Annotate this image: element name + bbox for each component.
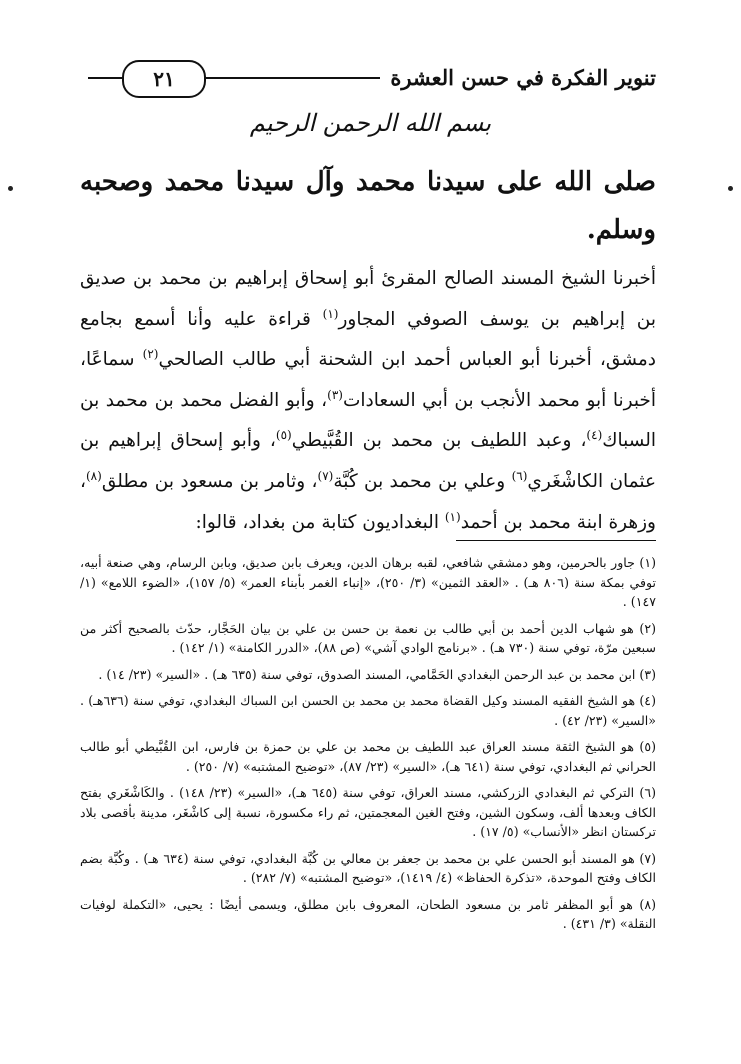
footnote-marker[interactable]: (٤) (586, 428, 603, 443)
footnotes-section (80, 553, 656, 941)
body-text-segment: ، وأبو الفضل محمد بن محمد بن السباك (80, 389, 656, 452)
footnote: (٤) هو الشيخ الفقيه المسند وكيل القضاة محمد بن محمد بن الحسن ابن السباك البغدادي، توفي سنة (٦٣٦هـ) . «السير» (٢٣/ ٤٢) . (80, 693, 656, 728)
page-number: ٢١ (122, 60, 206, 98)
basmala-ornament (0, 95, 741, 150)
footnote-marker[interactable]: (٢) (142, 347, 159, 362)
footnote-marker[interactable]: (٥) (275, 428, 292, 443)
body-text-segment: وعلي بن محمد بن كُبَّة (333, 471, 506, 493)
body-text-segment: ، وزهرة ابنة محمد بن أحمد (80, 471, 656, 533)
body-text-segment: ، وعبد اللطيف بن محمد بن القُبَّيطي (291, 430, 587, 452)
body-text-segment: قراءة عليه وأنا أسمع بجامع دمشق، أخبرنا أبو العباس أحمد ابن الشحنة أبي طالب الصالحي (80, 308, 656, 371)
body-text-segment: ، وثامر بن مسعود بن مطلق (101, 471, 318, 493)
opening-salutation: صلى الله على سيدنا محمد وآل سيدنا محمد وصحبه وسلم. (80, 167, 656, 245)
body-text-segment: البغداديون كتابة من بغداد، قالوا: (195, 511, 439, 533)
main-paragraph (80, 262, 656, 540)
footnote: (٧) هو المسند أبو الحسن علي بن محمد بن جعفر بن معالي بن كُبَّة البغدادي، توفي سنة (٦٣٤ هـ) . وكُبَّة بضم الكاف وفتح الموحدة، «تذكرة الحفاظ» (٤/ ١٤١٩)، «توضيح المشتبه» (٧/ ٢٨٢) . (80, 850, 656, 885)
footnote-separator (456, 540, 656, 541)
footnote-marker[interactable]: (٨) (85, 469, 102, 484)
footnote-marker[interactable]: (٣) (327, 387, 343, 402)
footnote-marker[interactable]: (٦) (511, 469, 528, 484)
footnote: (٢) هو شهاب الدين أحمد بن أبي طالب بن نعمة بن حسن بن علي بن بيان الحَجَّار، حدّث بالصحيح أكثر من سبعين مرّة، توفي سنة (٧٣٠ هـ) . «برنامج الوادي آشي» (ص ٨٨)، «الدرر الكامنة» (١/ ١٤٢) . (80, 620, 656, 655)
footnote: (٨) هو أبو المظفر ثامر بن مسعود الطحان، المعروف بابن مطلق، ويسمى أيضًا : يحيى، «التكملة لوفيات النقلة» (٣/ ٤٣١) . (80, 896, 656, 931)
body-text-segment: سماعًا، أخبرنا أبو محمد الأنجب بن أبي السعادات (80, 349, 656, 411)
margin-dot (8, 186, 13, 191)
footnote-marker[interactable]: (١) (322, 306, 339, 321)
body-text-segment: أخبرنا الشيخ المسند الصالح المقرئ أبو إسحاق إبراهيم بن محمد بن صديق بن إبراهيم بن يوسف الصوفي المجاور (80, 268, 656, 330)
footnote-marker[interactable]: (٧) (317, 469, 334, 484)
running-title: تنوير الفكرة في حسن العشرة (380, 62, 656, 92)
basmala-text: بسم الله الرحمن الرحيم (244, 109, 497, 137)
footnote: (٦) التركي ثم البغدادي الزركشي، مسند العراق، توفي سنة (٦٤٥ هـ)، «السير» (٢٣/ ١٤٨) . والكَاشْغَري بفتح الكاف وبعدها ألف، وسكون الشين، وفتح الغين المعجمتين، ثم راء مكسورة، نسبة إلى كاشْغَر، مدينة بأقصى بلاد تركستان انظر «الأنساب» (٥/ ١٧) . (80, 785, 657, 839)
margin-dot (728, 186, 733, 191)
footnote: (١) جاور بالحرمين، وهو دمشقي شافعي، لقبه برهان الدين، ويعرف بابن صديق، وبابن الرسام، وهي صنعة أبيه، توفي بمكة سنة (٨٠٦ هـ) . «العقد الثمين» (٣/ ٢٥٠)، «إنباء الغمر بأبناء العمر» (٥/ ١٥٧)، «الضوء اللامع» (١/ ١٤٧) . (80, 555, 656, 609)
footnote: (٥) هو الشيخ الثقة مسند العراق عبد اللطيف بن محمد بن علي بن حمزة بن فارس، ابن القُبَّيطي أبو طالب الحراني ثم البغدادي، توفي سنة (٦٤١ هـ)، «السير» (٢٣/ ٨٧)، «توضيح المشتبه» (٧/ ٢٥٠) . (80, 739, 656, 774)
body-text-segment: ، وأبو إسحاق إبراهيم بن عثمان الكاشْغَري (80, 430, 657, 493)
footnote-marker[interactable]: (١) (444, 509, 461, 524)
footnote: (٣) ابن محمد بن عبد الرحمن البغدادي الحَمَّامي، المسند الصدوق، توفي سنة (٦٣٥ هـ) . «السير» (٢٣/ ١٤) . (98, 666, 656, 682)
